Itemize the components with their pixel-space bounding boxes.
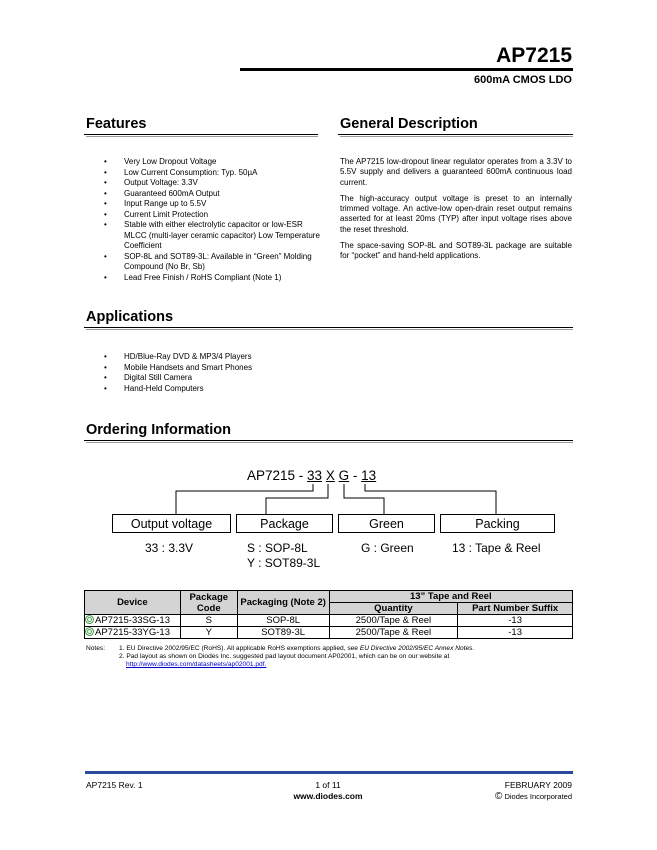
header-device: Device <box>85 591 181 615</box>
device-cell <box>85 615 181 627</box>
device-name: AP7215-33SG-13 <box>95 615 170 626</box>
quantity-cell: 2500/Tape & Reel <box>329 615 458 627</box>
description-paragraph: The high-accuracy output voltage is preset to an internally trimmed voltage. An active-low open-drain reset output remains asserted for at least 20ms (TYP) after input voltage rises above the reset threshold. <box>340 193 572 234</box>
list-item: • Current Limit Protection <box>87 210 322 221</box>
list-item: • Mobile Handsets and Smart Phones <box>87 363 387 374</box>
general-description-heading: General Description <box>340 116 478 132</box>
table-row <box>85 615 573 627</box>
table-header-row <box>85 591 573 603</box>
rohs-pb-free-icon <box>85 615 94 624</box>
note-2 <box>119 653 574 669</box>
footer-revision: AP7215 Rev. 1 <box>86 780 143 790</box>
description-paragraph: The space-saving SOP-8L and SOT89-3L package are suitable for “pocket” and hand-held applications. <box>340 241 572 261</box>
table-row <box>85 627 573 639</box>
quantity-cell: 2500/Tape & Reel <box>329 627 458 639</box>
suffix-cell: -13 <box>458 627 573 639</box>
rohs-pb-free-icon <box>85 627 94 636</box>
green-option: G : Green <box>361 541 414 555</box>
list-item: • HD/Blue-Ray DVD & MP3/4 Players <box>87 352 387 363</box>
page-title: AP7215 <box>496 44 572 67</box>
package-code-cell: S <box>180 615 237 627</box>
note-1 <box>119 645 574 653</box>
list-item: • Input Range up to 5.5V <box>87 199 322 210</box>
ordering-table <box>84 590 573 639</box>
footer-company: Diodes Incorporated <box>504 792 572 801</box>
header-packaging: Packaging (Note 2) <box>237 591 329 615</box>
footer-date: FEBRUARY 2009 <box>504 780 572 790</box>
notes-label: Notes: <box>86 645 106 652</box>
packing-box: Packing <box>440 514 555 533</box>
suffix-cell: -13 <box>458 615 573 627</box>
part-dash: - <box>349 468 362 483</box>
note-1-text: 1. EU Directive 2002/95/EC (RoHS). All applicable RoHS exemptions applied, see <box>119 645 358 652</box>
note-1-ref: EU Directive 2002/95/EC Annex Notes. <box>359 645 475 652</box>
bracket-packing <box>365 484 496 514</box>
package-box: Package <box>236 514 333 533</box>
package-option-sot: Y : SOT89-3L <box>247 556 321 570</box>
list-item: • Output Voltage: 3.3V <box>87 178 322 189</box>
output-voltage-box: Output voltage <box>112 514 231 533</box>
header-suffix: Part Number Suffix <box>458 603 573 615</box>
ordering-heading: Ordering Information <box>86 422 231 438</box>
packaging-cell: SOT89-3L <box>237 627 329 639</box>
footer-url[interactable]: www.diodes.com <box>293 791 363 801</box>
header-package-code: Package Code <box>180 591 237 615</box>
bracket-package <box>266 484 328 514</box>
footer-copyright <box>495 791 572 802</box>
list-item: • SOP-8L and SOT89-3L: Available in “Green” Molding Compound (No Br, Sb) <box>87 252 322 273</box>
green-box: Green <box>338 514 435 533</box>
list-item: • Lead Free Finish / RoHS Compliant (Note 1) <box>87 273 322 284</box>
page-subtitle: 600mA CMOS LDO <box>473 74 572 86</box>
footer-rule <box>85 771 573 774</box>
bracket-green <box>344 484 384 514</box>
part-green-code: G <box>338 468 350 483</box>
description-paragraph: The AP7215 low-dropout linear regulator operates from a 3.3V to 5.5V supply and delivers a guaranteed 600mA continuous load current. <box>340 157 572 187</box>
packing-option: 13 : Tape & Reel <box>452 541 541 555</box>
copyright-symbol: © <box>494 791 503 802</box>
part-package-code: X <box>325 468 335 483</box>
part-prefix: AP7215 - <box>247 468 308 483</box>
note-2-text: 2. Pad layout as shown on Diodes Inc. suggested pad layout document AP02001, which can be on our website at <box>119 653 450 660</box>
part-packing-code: 13 <box>361 468 377 483</box>
notes-body <box>119 645 574 669</box>
header-quantity: Quantity <box>329 603 458 615</box>
features-heading: Features <box>86 116 147 132</box>
list-item: • Hand-Held Computers <box>87 384 387 395</box>
list-item: • Digital Still Camera <box>87 373 387 384</box>
list-item: • Low Current Consumption: Typ. 50µA <box>87 168 322 179</box>
bracket-voltage <box>176 484 313 514</box>
footer-page-number: 1 of 11 <box>315 780 341 790</box>
list-item: • Guaranteed 600mA Output <box>87 189 322 200</box>
applications-heading: Applications <box>86 309 174 325</box>
part-voltage-code: 33 <box>307 468 323 483</box>
voltage-option: 33 : 3.3V <box>145 541 194 555</box>
package-code-cell: Y <box>180 627 237 639</box>
list-item: • Stable with either electrolytic capacitor or low-ESR MLCC (multi-layer ceramic capacitor) Low Temperature Coefficient <box>87 220 322 252</box>
device-name: AP7215-33YG-13 <box>95 627 170 638</box>
device-cell <box>85 627 181 639</box>
note-2-link[interactable]: http://www.diodes.com/datasheets/ap02001.pdf. <box>126 661 267 668</box>
packaging-cell: SOP-8L <box>237 615 329 627</box>
list-item: • Very Low Dropout Voltage <box>87 157 322 168</box>
package-option-sop: S : SOP-8L <box>247 541 308 555</box>
header-tape-reel: 13” Tape and Reel <box>329 591 572 603</box>
